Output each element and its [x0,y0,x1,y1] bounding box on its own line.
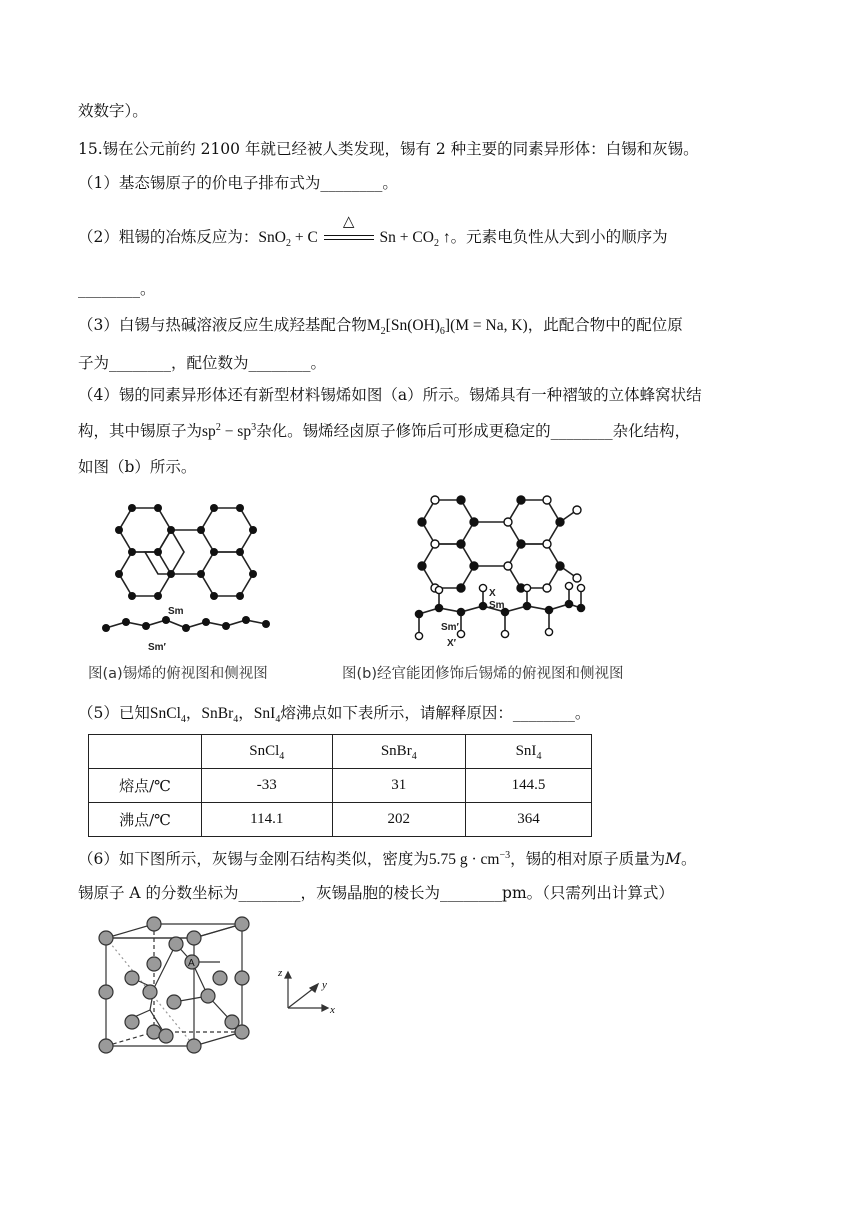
table-cell: 31 [332,769,466,803]
sub-question-5: （5）已知SnCl$_4$，SnBr$_4$，SnI$_4$熔沸点如下表所示，请解释原因：________。 [78,704,591,726]
sm-prime-label: Sm′ [148,642,166,653]
axis-y-label: y [322,979,327,991]
table-header-cell: SnBr$_4$ [332,735,466,769]
table-header-cell [89,735,202,769]
stanene-figure-a [100,496,290,656]
figure-b-caption: 图(b)经官能团修饰后锡烯的俯视图和侧视图 [342,666,624,682]
table-cell: -33 [202,769,333,803]
gray-tin-unit-cell [92,918,352,1060]
sub-question-6: （6）如下图所示，灰锡与金刚石结构类似，密度为5.75 $g \cdot cm^{-3}$，锡的相对原子质量为M。 [78,849,697,868]
table-cell: 144.5 [466,769,592,803]
x-prime-label: X′ [447,638,457,649]
stanene-figure-b [405,488,605,656]
text-line: 构，其中锡原子为$sp^2 - sp^3$杂化。锡烯经卤原子修饰后可形成更稳定的________杂化结构， [78,421,691,440]
melting-boiling-table [88,734,592,837]
text-line: ________。 [78,280,156,298]
heat-condition: △ [342,214,355,231]
question-stem: 15.锡在公元前约 2100 年就已经被人类发现，锡有 2 种主要的同素异形体：白锡和灰锡。 [78,140,699,158]
hybridization-formula: $sp^2 - sp^3$ [202,421,257,440]
text-line: 效数字）。 [78,102,148,120]
figure-a-caption: 图(a)锡烯的俯视图和侧视图 [88,666,268,682]
table-header-cell: SnCl$_4$ [202,735,333,769]
table-header-cell: SnI$_4$ [466,735,592,769]
table-row-label: 熔点/℃ [89,769,202,803]
sub-question-1: （1）基态锡原子的价电子排布式为________。 [78,174,398,192]
text-line: 子为________，配位数为________。 [78,354,327,372]
halide-formulas: SnCl$_4$，SnBr$_4$，SnI$_4$ [149,705,281,726]
text-line: 锡原子 A 的分数坐标为________，灰锡晶胞的棱长为________pm。（只需列出计算式） [78,884,674,902]
sub-question-2: （2）粗锡的冶炼反应为：SnO$_2$ + C △ $Sn + CO_2$ ↑。元素电负性从大到小的顺序为 [78,226,668,249]
sm-label: Sm [489,600,505,611]
density-value: 5.75 $g \cdot cm^{-3}$ [428,849,511,868]
table-header-row [89,735,592,769]
text-line: 如图（b）所示。 [78,458,197,476]
sm-label: Sm [168,606,184,617]
sm-prime-label: Sm′ [441,622,459,633]
sub-question-4: （4）锡的同素异形体还有新型材料锡烯如图（a）所示。锡烯具有一种褶皱的立体蜂窝状结 [78,386,702,404]
x-label: X [489,588,496,599]
axis-x-label: x [330,1004,335,1016]
sub-question-3: （3）白锡与热碱溶液反应生成羟基配合物$M_2[Sn(OH)_6](M = Na$, K)，此配合物中的配位原 [78,316,683,338]
table-cell: 114.1 [202,803,333,837]
table-cell: 364 [466,803,592,837]
atom-a-label: A [188,958,195,969]
complex-formula: $M_2[Sn(OH)_6](M = Na$, K) [366,317,528,338]
table-row [89,803,592,837]
reaction-equation: SnO$_2$ + C △ $Sn + CO_2$ ↑ [258,229,450,246]
table-row-label: 沸点/℃ [89,803,202,837]
table-row [89,769,592,803]
axis-z-label: z [278,967,283,979]
table-cell: 202 [332,803,466,837]
